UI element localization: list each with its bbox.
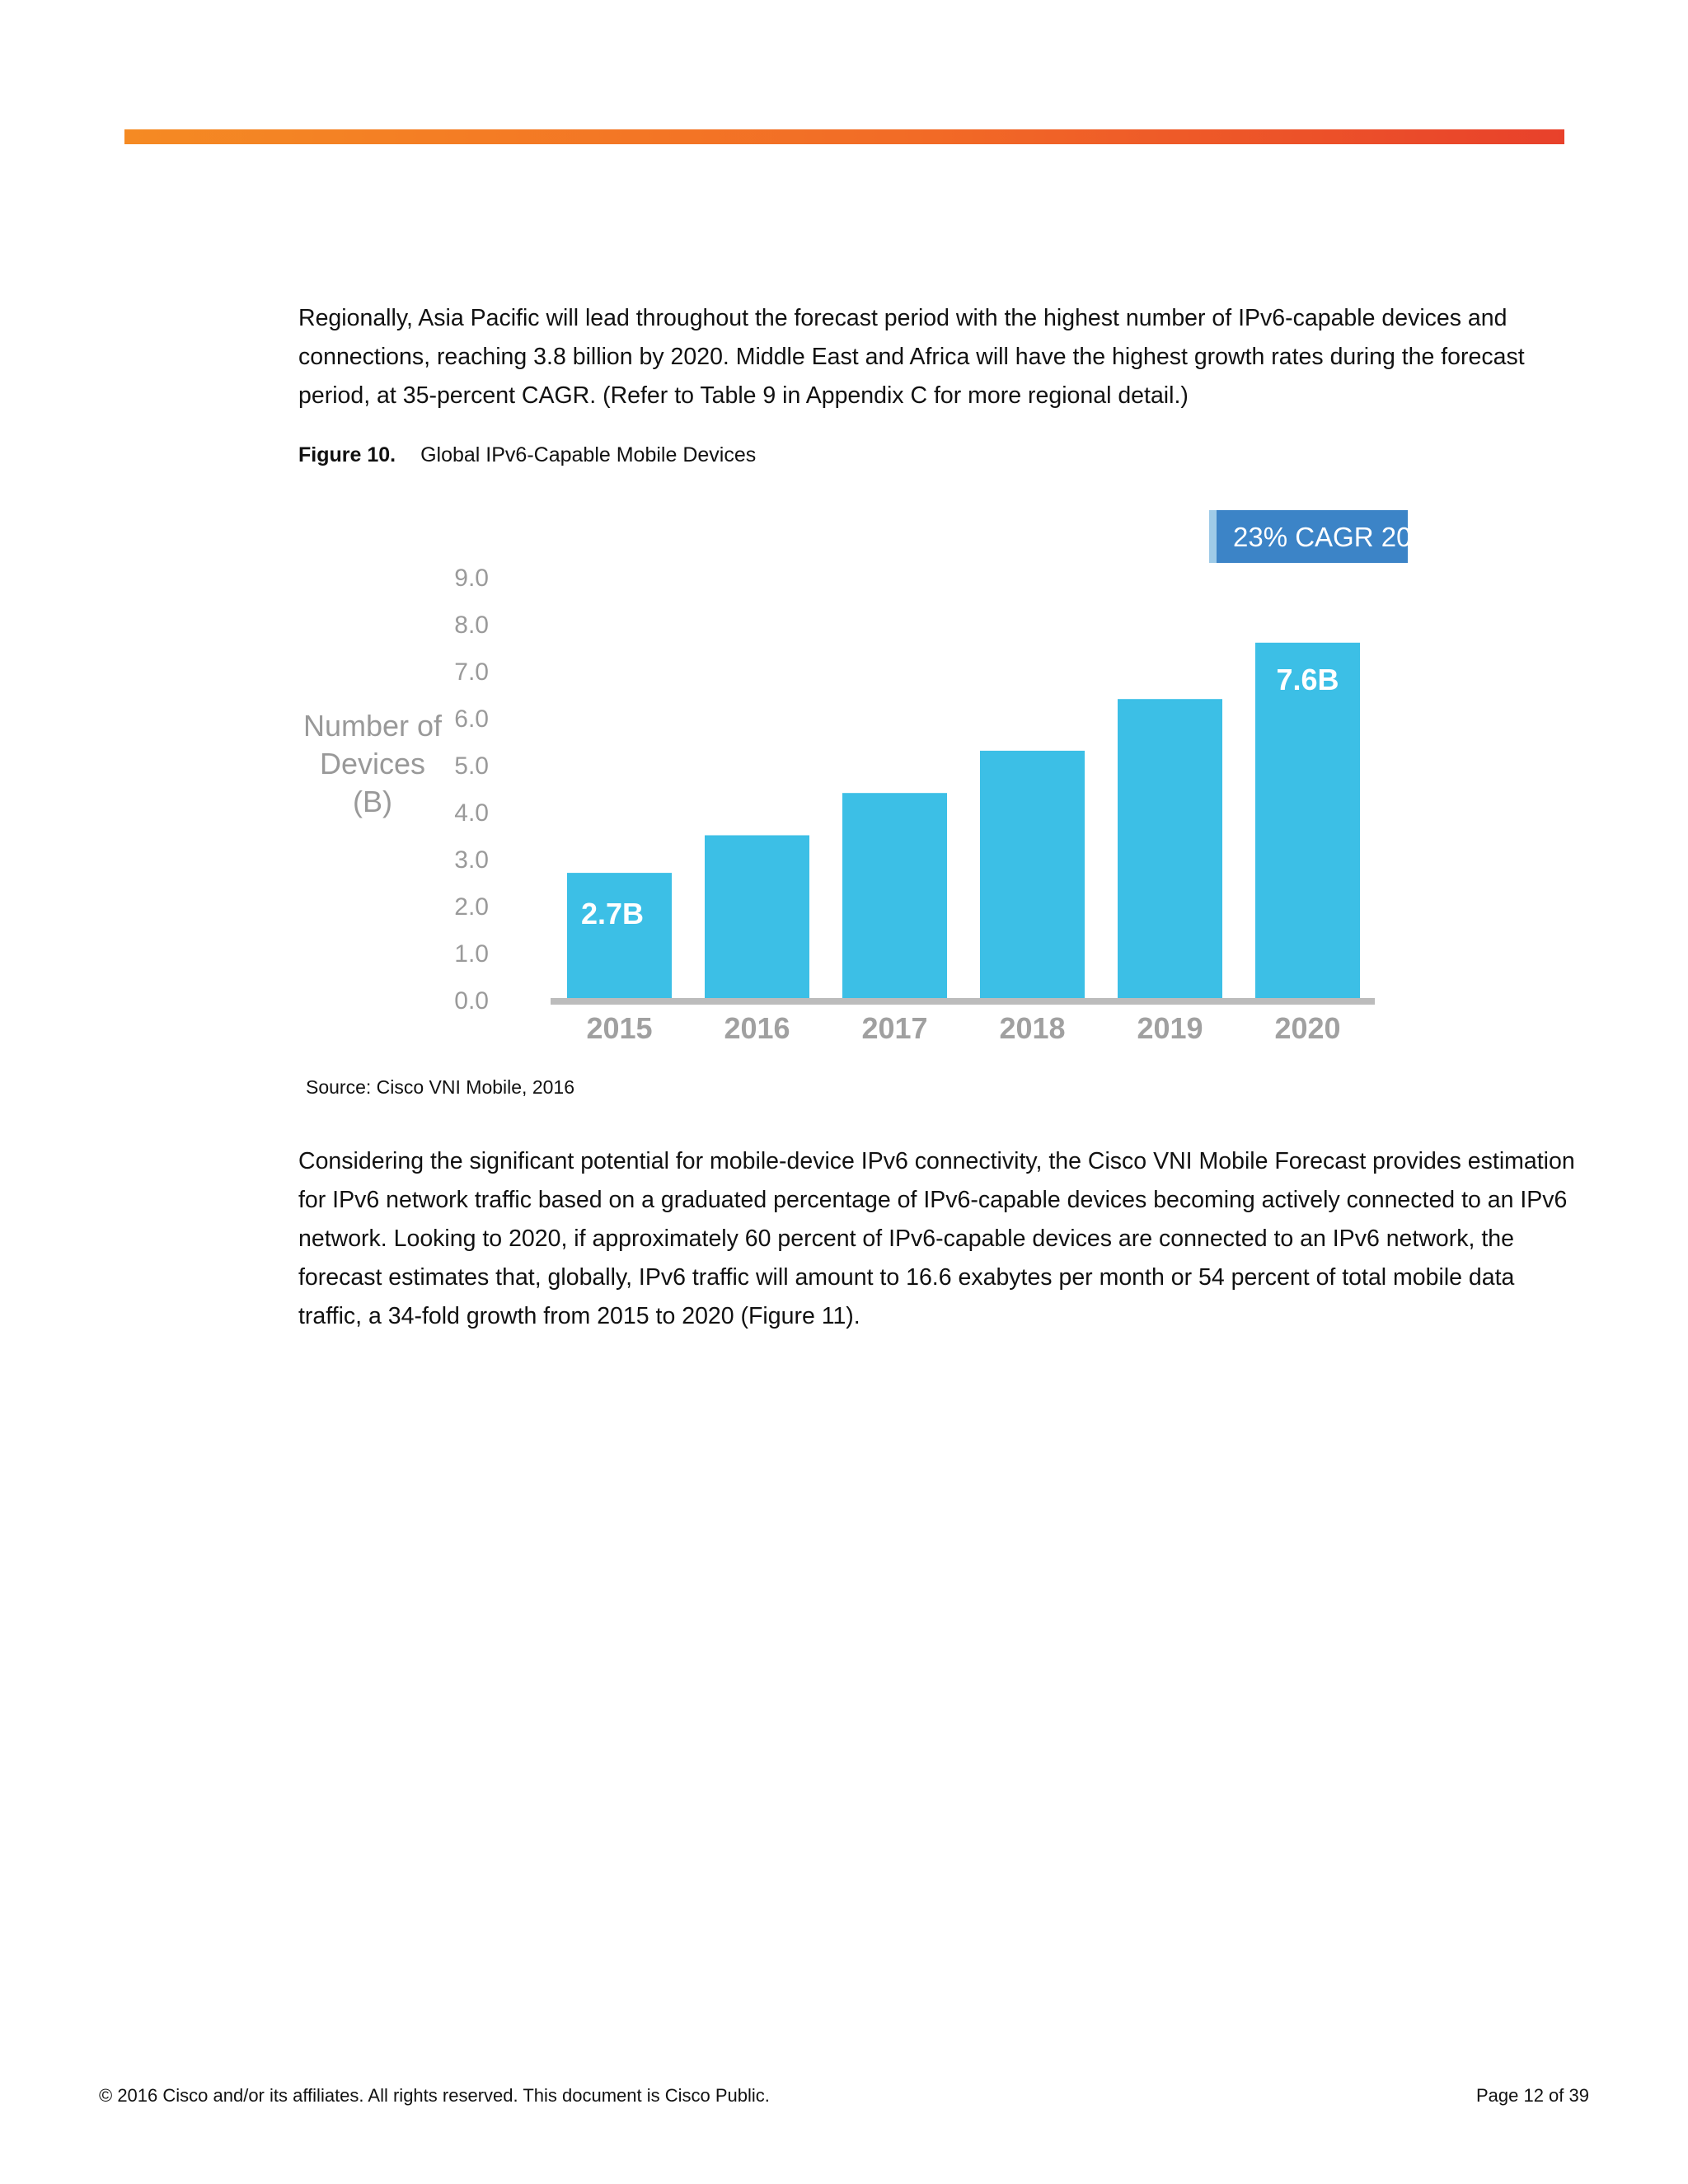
y-tick-label: 6.0 (454, 705, 489, 733)
page-number: Page 12 of 39 (1475, 2085, 1589, 2106)
bar-value-label: 2.7B (581, 897, 645, 931)
cagr-badge-text: 23% CAGR 2015–2020 (1233, 522, 1517, 552)
bar-2019 (1118, 699, 1222, 1000)
y-axis-label: Devices (319, 747, 426, 780)
intro-paragraph: Regionally, Asia Pacific will lead throughout the forecast period with the highest number of IPv6-capable devices and connections, reaching 3.8 billion by 2020. Middle East and Africa will have the highest growth rates during the forecast period, at 35-percent CAGR. (Refer to Table 9 in Appendix C for more regional detail.) (298, 305, 1525, 409)
figure-number: Figure 10. (298, 443, 396, 466)
y-tick-label: 9.0 (454, 565, 489, 592)
bar-2016 (705, 836, 809, 1001)
cagr-badge-accent (1209, 510, 1217, 563)
bar-2015 (567, 873, 672, 1000)
y-tick-label: 8.0 (454, 612, 489, 639)
figure-title: Global IPv6-Capable Mobile Devices (420, 443, 757, 466)
copyright-footer: © 2016 Cisco and/or its affiliates. All rights reserved. This document is Cisco Public. (99, 2085, 770, 2106)
y-tick-label: 5.0 (454, 752, 489, 780)
top-accent-bar (124, 129, 1564, 144)
x-category-label: 2017 (861, 1011, 928, 1045)
bar-2017 (842, 793, 947, 1000)
y-axis-label: Number of (302, 709, 443, 743)
y-tick-label: 7.0 (454, 658, 489, 686)
x-category-label: 2016 (724, 1011, 790, 1045)
y-tick-label: 1.0 (454, 940, 489, 968)
y-tick-label: 4.0 (454, 799, 489, 827)
x-axis-baseline (551, 998, 1375, 1005)
bar-value-label: 7.6B (1276, 662, 1339, 696)
x-category-label: 2019 (1137, 1011, 1203, 1045)
figure-caption (298, 440, 756, 470)
x-category-label: 2020 (1274, 1011, 1341, 1045)
bar-2018 (980, 751, 1085, 1000)
y-axis-label: (B) (353, 785, 392, 818)
figure-source: Source: Cisco VNI Mobile, 2016 (306, 1076, 574, 1098)
ipv6-devices-bar-chart (280, 494, 1517, 1063)
ipv6-traffic-paragraph: Considering the significant potential for mobile-device IPv6 connectivity, the Cisco VNI Mobile Forecast provides estimation for IPv6 network traffic based on a graduated percentage of IPv6-capable devices becoming actively connected to an IPv6 network. Looking to 2020, if approximately 60 percent of IPv6-capable devices are connected to an IPv6 network, the forecast estimates that, globally, IPv6 traffic will amount to 16.6 exabytes per month or 54 percent of total mobile data traffic, a 34-fold growth from 2015 to 2020 (Figure 11). (298, 1148, 1575, 1329)
y-tick-label: 0.0 (454, 987, 489, 1015)
x-category-label: 2018 (999, 1011, 1066, 1045)
y-tick-label: 2.0 (454, 893, 489, 921)
y-tick-label: 3.0 (454, 846, 489, 874)
x-category-label: 2015 (586, 1011, 653, 1045)
